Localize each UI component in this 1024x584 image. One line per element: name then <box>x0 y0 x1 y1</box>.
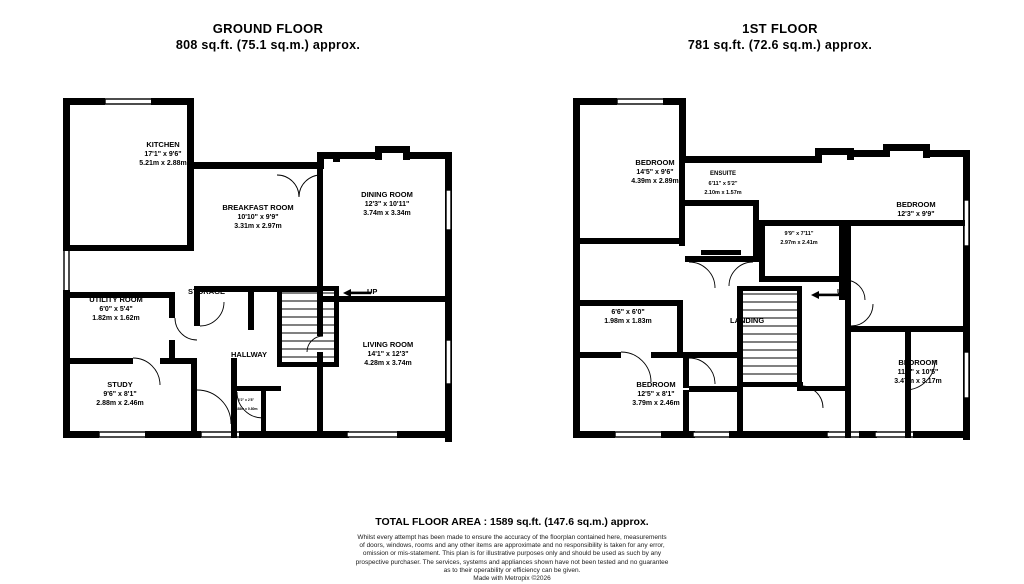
room-bedroom-2 <box>860 200 972 229</box>
room-breakfast-name: BREAKFAST ROOM <box>222 203 294 212</box>
room-kitchen-name: KITCHEN <box>146 140 180 149</box>
total-floor-area: TOTAL FLOOR AREA : 1589 sq.ft. (147.6 sq.m.) approx. <box>375 516 649 528</box>
label-landing: LANDING <box>730 316 765 325</box>
room-ensuite-2-name: ENSUITE <box>785 221 812 227</box>
ground-floor-title <box>118 20 418 54</box>
room-bathroom-name: BATHROOM <box>606 298 650 307</box>
room-bedroom-1-imperial: 14'5" x 9'6" <box>636 168 674 176</box>
disclaimer-line-1: Whilst every attempt has been made to ensure the accuracy of the floorplan contained here, measurements <box>357 534 667 541</box>
label-up-ground: UP <box>367 287 378 296</box>
room-bedroom-2-metric: 3.74m x 2.97m <box>892 220 940 227</box>
room-bedroom-4-imperial: 12'5" x 8'1" <box>637 390 675 398</box>
disclaimer-line-5: as to their operability or efficiency can be given. <box>443 566 581 574</box>
room-breakfast-metric: 3.31m x 2.97m <box>234 223 282 230</box>
disclaimer-line-2: of doors, windows, rooms and any other items are approximate and no responsibility is taken for any error, <box>359 542 665 550</box>
room-wc-metric: 1.88m x 0.80m <box>234 407 258 411</box>
room-bathroom <box>575 298 681 327</box>
label-up-first: UP <box>837 287 848 296</box>
room-ensuite-2-metric: 2.97m x 2.41m <box>780 240 818 246</box>
room-breakfast-imperial: 10'10" x 9'9" <box>237 213 279 221</box>
room-study-imperial: 9'6" x 8'1" <box>103 390 137 398</box>
room-bedroom-3-imperial: 11'5" x 10'5" <box>897 368 939 376</box>
room-dining-name: DINING ROOM <box>361 190 413 199</box>
room-bedroom-2-imperial: 12'3" x 9'9" <box>897 210 935 218</box>
room-bedroom-3-name: BEDROOM <box>898 358 938 367</box>
room-kitchen <box>108 140 218 169</box>
room-dining-imperial: 12'3" x 10'11" <box>364 200 410 208</box>
room-bathroom-imperial: 6'6" x 6'0" <box>611 308 645 316</box>
room-kitchen-imperial: 17'1" x 9'6" <box>144 150 182 158</box>
label-hallway: HALLWAY <box>231 350 267 359</box>
room-ensuite-1-metric: 2.10m x 1.57m <box>704 190 742 196</box>
room-bedroom-1-name: BEDROOM <box>635 158 675 167</box>
label-storage-first: STORAGE <box>688 254 725 263</box>
room-study-metric: 2.88m x 2.46m <box>96 400 144 407</box>
room-living <box>327 340 449 369</box>
room-dining-metric: 3.74m x 3.34m <box>363 210 411 217</box>
room-breakfast <box>195 203 321 232</box>
disclaimer-line-3: omission or mis-statement. This plan is for illustrative purposes only and should be used as such by any <box>362 550 662 558</box>
room-living-imperial: 14'1" x 12'3" <box>367 350 409 358</box>
room-bedroom-1-metric: 4.39m x 2.89m <box>631 178 679 185</box>
first-floor-title <box>630 20 930 54</box>
room-study-name: STUDY <box>107 380 133 389</box>
room-bedroom-4-name: BEDROOM <box>636 380 676 389</box>
room-bedroom-3-metric: 3.47m x 3.17m <box>894 378 942 385</box>
room-dining <box>330 190 444 219</box>
room-bedroom-3 <box>863 358 973 387</box>
room-bedroom-4-metric: 3.79m x 2.46m <box>632 400 680 407</box>
ground-floor-area: 808 sq.ft. (75.1 sq.m.) approx. <box>175 38 361 52</box>
room-bathroom-metric: 1.98m x 1.83m <box>604 318 652 325</box>
footer <box>0 516 1024 583</box>
ground-floor-title-text: GROUND FLOOR <box>212 21 324 36</box>
room-living-name: LIVING ROOM <box>362 340 414 349</box>
room-ensuite-1-imperial: 6'11" x 5'2" <box>708 180 738 187</box>
room-wc <box>223 386 269 415</box>
room-utility-name: UTILITY ROOM <box>89 295 143 304</box>
first-floor-plan <box>565 90 985 450</box>
room-ensuite-2-imperial: 9'9" x 7'11" <box>784 230 814 237</box>
room-kitchen-metric: 5.21m x 2.88m <box>139 160 187 167</box>
ground-floor-plan <box>55 90 465 450</box>
first-floor-area: 781 sq.ft. (72.6 sq.m.) approx. <box>687 38 873 52</box>
room-utility <box>61 295 171 324</box>
disclaimer <box>0 534 1024 575</box>
room-study <box>65 380 175 409</box>
room-bedroom-2-name: BEDROOM <box>896 200 936 209</box>
room-ensuite-1-name: ENSUITE <box>709 171 736 177</box>
first-floor-title-text: 1ST FLOOR <box>742 21 818 36</box>
label-storage-ground: STORAGE <box>188 287 225 296</box>
room-utility-metric: 1.82m x 1.62m <box>92 315 140 322</box>
room-wc-imperial: 6'2" x 2'8" <box>237 397 255 402</box>
room-wc-name: WC <box>243 388 249 392</box>
room-living-metric: 4.28m x 3.74m <box>364 360 412 367</box>
room-bedroom-4 <box>600 380 712 409</box>
made-with-credit: Made with Metropix ©2026 <box>473 575 551 583</box>
room-ensuite-2 <box>755 220 843 249</box>
disclaimer-line-4: prospective purchaser. The services, systems and appliances shown have not been tested and no guarantee <box>355 558 669 566</box>
room-ensuite-1 <box>685 170 761 199</box>
room-utility-imperial: 6'0" x 5'4" <box>99 305 133 313</box>
